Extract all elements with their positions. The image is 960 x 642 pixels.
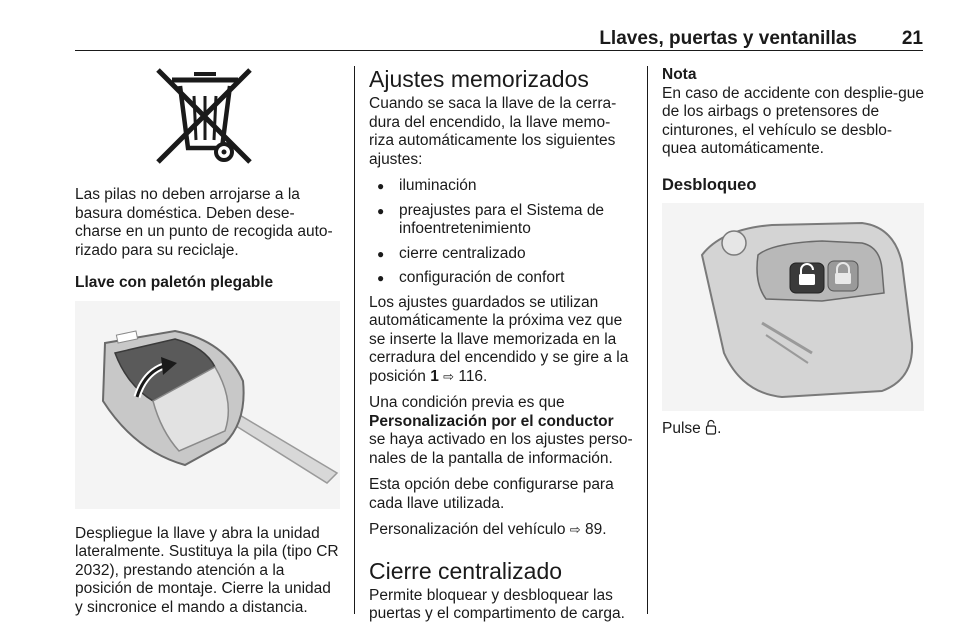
ignition-position: 1 bbox=[430, 367, 439, 385]
section-heading-central-locking: Cierre centralizado bbox=[369, 557, 563, 584]
note-text: En caso de accidente con desplie-gue de los airbags o pretensores de cinturones, el vehículo se desblo-quea automáticamente. bbox=[662, 84, 924, 157]
list-item: ● cierre centralizado bbox=[369, 245, 634, 264]
crossed-bin-recycling-icon bbox=[150, 66, 260, 170]
driver-personalization-term: Personalización por el conductor bbox=[369, 412, 614, 430]
column-divider-2 bbox=[647, 66, 648, 614]
saved-settings-body: Los ajustes guardados se utilizan automáticamente la próxima vez que se inserte la llave memorizada en la cerradura del encendido y se gire a la posición bbox=[369, 293, 629, 385]
page-number: 21 bbox=[901, 28, 923, 49]
unlock-heading: Desbloqueo bbox=[662, 175, 757, 194]
memory-intro-text: Cuando se saca la llave de la cerra-dura del encendido, la llave memo-riza automáticamente los siguientes ajustes: bbox=[369, 95, 617, 168]
personalization-text bbox=[369, 521, 634, 540]
list-item: ● preajustes para el Sistema de infoentretenimiento bbox=[369, 202, 634, 239]
list-item: ● iluminación bbox=[369, 177, 634, 196]
column-divider-1 bbox=[354, 66, 355, 614]
option-text: Esta opción debe configurarse para cada llave utilizada. bbox=[369, 476, 614, 512]
page-header bbox=[75, 22, 923, 51]
personalization-label: Personalización del vehículo bbox=[369, 521, 566, 538]
press-instruction bbox=[662, 419, 924, 441]
condition-prefix: Una condición previa es que bbox=[369, 394, 565, 411]
condition-suffix: se haya activado en los ajustes perso-nales de la pantalla de información. bbox=[369, 431, 633, 467]
key-instructions-text: Despliegue la llave y abra la unidad lateralmente. Sustituya la pila (tipo CR 2032), prestando atención a la posición de montaje. Cierre la unidad y sincronice el mando a distancia. bbox=[75, 524, 339, 616]
folding-key-illustration bbox=[75, 301, 340, 509]
saved-settings-text bbox=[369, 294, 634, 387]
page-reference-arrow-icon: ⇨ bbox=[443, 368, 455, 384]
page-reference-link[interactable]: 89. bbox=[584, 521, 607, 538]
central-locking-text: Permite bloquear y desbloquear las puertas y el compartimento de carga. bbox=[369, 586, 625, 622]
list-item: ● configuración de confort bbox=[369, 269, 634, 288]
key-heading: Llave con paletón plegable bbox=[75, 274, 274, 291]
press-suffix: . bbox=[717, 419, 722, 437]
page-reference-arrow-icon: ⇨ bbox=[569, 522, 581, 537]
page-reference-link[interactable]: 116. bbox=[458, 367, 488, 385]
chapter-title: Llaves, puertas y ventanillas bbox=[599, 28, 857, 49]
remote-key-unlock-illustration bbox=[662, 203, 924, 411]
unlock-icon bbox=[705, 419, 717, 441]
note-box bbox=[662, 66, 924, 159]
memory-settings-list bbox=[369, 177, 634, 288]
section-heading-memory-settings: Ajustes memorizados bbox=[369, 66, 589, 92]
press-label: Pulse bbox=[662, 419, 701, 437]
note-label: Nota bbox=[662, 66, 697, 83]
column-middle bbox=[369, 66, 634, 632]
column-left bbox=[75, 66, 340, 625]
condition-text bbox=[369, 394, 634, 468]
battery-disposal-text: Las pilas no deben arrojarse a la basura doméstica. Deben dese-charse en un punto de recogida auto-rizado para su reciclaje. bbox=[75, 186, 333, 259]
column-right bbox=[662, 66, 924, 448]
